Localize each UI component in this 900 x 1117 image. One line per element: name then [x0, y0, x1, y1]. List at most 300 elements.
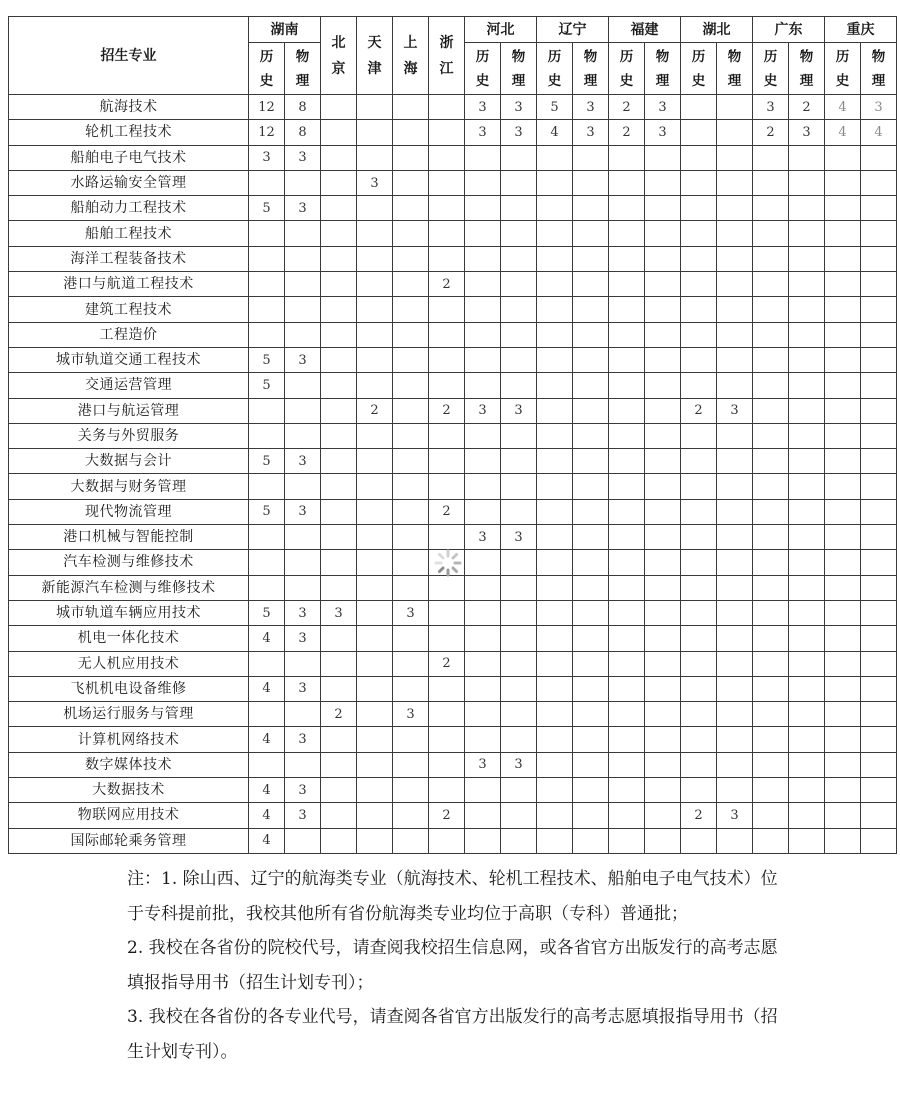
quota-cell	[249, 398, 285, 423]
quota-cell	[321, 778, 357, 803]
quota-cell	[429, 702, 465, 727]
major-name-cell: 船舶工程技术	[9, 221, 249, 246]
quota-cell	[573, 196, 609, 221]
quota-cell	[609, 297, 645, 322]
quota-cell	[573, 803, 609, 828]
quota-cell	[825, 828, 861, 853]
quota-cell	[825, 752, 861, 777]
quota-cell	[357, 550, 393, 575]
province-header: 河北	[465, 17, 537, 43]
quota-cell	[321, 727, 357, 752]
quota-cell	[357, 626, 393, 651]
quota-cell	[861, 297, 897, 322]
quota-cell	[645, 373, 681, 398]
major-name-cell: 数字媒体技术	[9, 752, 249, 777]
quota-cell	[465, 778, 501, 803]
quota-cell	[609, 423, 645, 448]
quota-cell	[321, 651, 357, 676]
quota-cell	[357, 778, 393, 803]
quota-cell	[861, 449, 897, 474]
quota-cell	[681, 600, 717, 625]
quota-cell	[321, 272, 357, 297]
quota-cell	[573, 499, 609, 524]
quota-cell	[681, 423, 717, 448]
quota-cell	[285, 702, 321, 727]
table-row	[9, 170, 897, 195]
quota-cell	[717, 626, 753, 651]
quota-cell	[825, 626, 861, 651]
quota-cell: 3	[285, 347, 321, 372]
quota-cell	[645, 449, 681, 474]
quota-cell: 2	[321, 702, 357, 727]
quota-cell	[357, 828, 393, 853]
table-row	[9, 676, 897, 701]
quota-cell	[789, 170, 825, 195]
quota-cell	[393, 322, 429, 347]
quota-cell	[393, 474, 429, 499]
quota-cell	[321, 95, 357, 120]
quota-cell	[501, 600, 537, 625]
quota-cell	[861, 676, 897, 701]
quota-cell	[249, 170, 285, 195]
quota-cell	[645, 145, 681, 170]
quota-cell	[357, 196, 393, 221]
quota-cell	[429, 676, 465, 701]
quota-cell	[681, 676, 717, 701]
quota-cell	[465, 727, 501, 752]
quota-cell	[573, 449, 609, 474]
quota-cell: 4	[825, 120, 861, 145]
subject-history-header: 历 史	[825, 43, 861, 95]
quota-cell	[501, 828, 537, 853]
quota-cell	[321, 474, 357, 499]
quota-cell	[861, 550, 897, 575]
table-row	[9, 778, 897, 803]
major-name-cell: 水路运输安全管理	[9, 170, 249, 195]
quota-cell	[501, 676, 537, 701]
quota-cell	[681, 550, 717, 575]
quota-cell	[357, 474, 393, 499]
quota-cell	[753, 525, 789, 550]
province-header: 湖南	[249, 17, 321, 43]
quota-cell	[573, 600, 609, 625]
table-row	[9, 95, 897, 120]
quota-cell	[465, 702, 501, 727]
quota-cell	[717, 373, 753, 398]
quota-cell	[321, 373, 357, 398]
quota-cell	[609, 727, 645, 752]
quota-cell	[753, 246, 789, 271]
quota-cell	[681, 297, 717, 322]
quota-cell	[537, 550, 573, 575]
quota-cell	[681, 752, 717, 777]
quota-cell	[789, 145, 825, 170]
quota-cell	[753, 600, 789, 625]
quota-cell	[753, 272, 789, 297]
province-header: 湖北	[681, 17, 753, 43]
quota-cell	[465, 676, 501, 701]
major-name-cell: 港口机械与智能控制	[9, 525, 249, 550]
quota-cell	[357, 423, 393, 448]
quota-cell	[753, 373, 789, 398]
quota-cell	[321, 676, 357, 701]
table-row	[9, 575, 897, 600]
quota-cell	[789, 272, 825, 297]
quota-cell	[429, 120, 465, 145]
quota-cell	[249, 221, 285, 246]
quota-cell: 2	[429, 651, 465, 676]
quota-cell: 2	[429, 272, 465, 297]
quota-cell	[321, 550, 357, 575]
quota-cell	[825, 575, 861, 600]
quota-cell	[393, 398, 429, 423]
quota-cell: 2	[429, 499, 465, 524]
quota-cell	[861, 752, 897, 777]
quota-cell	[285, 752, 321, 777]
quota-cell: 2	[429, 398, 465, 423]
quota-cell	[717, 272, 753, 297]
quota-cell	[681, 702, 717, 727]
quota-cell	[645, 170, 681, 195]
quota-cell	[249, 297, 285, 322]
major-name-cell: 大数据与会计	[9, 449, 249, 474]
quota-cell	[609, 702, 645, 727]
quota-cell	[573, 145, 609, 170]
quota-cell	[537, 651, 573, 676]
quota-cell	[753, 575, 789, 600]
quota-cell	[465, 423, 501, 448]
quota-cell	[573, 221, 609, 246]
quota-cell	[825, 322, 861, 347]
quota-cell	[753, 626, 789, 651]
quota-cell: 4	[249, 803, 285, 828]
quota-cell	[285, 828, 321, 853]
quota-cell	[717, 196, 753, 221]
quota-cell: 5	[249, 373, 285, 398]
quota-cell	[465, 322, 501, 347]
quota-cell	[861, 525, 897, 550]
quota-cell	[249, 272, 285, 297]
quota-cell	[537, 752, 573, 777]
quota-cell	[753, 196, 789, 221]
quota-cell	[357, 676, 393, 701]
quota-cell	[357, 499, 393, 524]
quota-cell	[321, 575, 357, 600]
quota-cell	[609, 474, 645, 499]
quota-cell	[825, 145, 861, 170]
subject-history-header: 历 史	[537, 43, 573, 95]
quota-cell	[429, 828, 465, 853]
quota-cell	[753, 221, 789, 246]
quota-cell	[321, 449, 357, 474]
quota-cell	[825, 702, 861, 727]
quota-cell	[465, 499, 501, 524]
quota-cell: 4	[861, 120, 897, 145]
major-name-cell: 大数据技术	[9, 778, 249, 803]
quota-cell	[537, 373, 573, 398]
quota-cell	[537, 297, 573, 322]
quota-cell: 3	[321, 600, 357, 625]
quota-cell	[465, 297, 501, 322]
quota-cell	[609, 221, 645, 246]
quota-cell	[609, 347, 645, 372]
subject-physics-header: 物 理	[861, 43, 897, 95]
quota-cell	[861, 803, 897, 828]
quota-cell	[501, 221, 537, 246]
quota-cell	[501, 499, 537, 524]
quota-cell	[501, 272, 537, 297]
quota-cell	[609, 550, 645, 575]
quota-cell	[285, 398, 321, 423]
quota-cell	[429, 221, 465, 246]
quota-cell	[429, 170, 465, 195]
quota-cell	[681, 525, 717, 550]
quota-cell: 3	[285, 803, 321, 828]
quota-cell	[753, 778, 789, 803]
quota-cell: 3	[573, 120, 609, 145]
quota-cell: 4	[249, 626, 285, 651]
table-row	[9, 752, 897, 777]
quota-cell	[789, 778, 825, 803]
quota-cell	[789, 727, 825, 752]
quota-cell	[429, 145, 465, 170]
note-paragraph: 2. 我校在各省份的院校代号，请查阅我校招生信息网，或各省官方出版发行的高考志愿填报指导用书（招生计划专刊）；	[127, 938, 778, 993]
quota-cell	[753, 702, 789, 727]
quota-cell	[753, 828, 789, 853]
quota-cell	[717, 221, 753, 246]
quota-cell	[465, 221, 501, 246]
table-row	[9, 525, 897, 550]
quota-cell	[465, 196, 501, 221]
quota-cell	[573, 297, 609, 322]
quota-cell	[645, 626, 681, 651]
quota-cell	[861, 322, 897, 347]
table-row	[9, 297, 897, 322]
quota-cell	[537, 499, 573, 524]
quota-cell	[537, 525, 573, 550]
quota-cell: 5	[249, 347, 285, 372]
quota-cell	[717, 752, 753, 777]
quota-cell	[861, 373, 897, 398]
quota-cell	[321, 221, 357, 246]
quota-cell	[861, 474, 897, 499]
quota-cell	[861, 778, 897, 803]
quota-cell	[537, 828, 573, 853]
quota-cell	[753, 651, 789, 676]
quota-cell	[537, 449, 573, 474]
quota-cell	[321, 398, 357, 423]
quota-cell	[609, 803, 645, 828]
quota-cell	[609, 778, 645, 803]
quota-cell	[681, 246, 717, 271]
quota-cell	[393, 828, 429, 853]
quota-cell	[357, 525, 393, 550]
major-name-cell: 船舶动力工程技术	[9, 196, 249, 221]
quota-cell	[357, 95, 393, 120]
quota-cell	[645, 702, 681, 727]
quota-cell: 3	[285, 778, 321, 803]
quota-cell	[717, 676, 753, 701]
quota-cell	[321, 145, 357, 170]
quota-cell	[645, 221, 681, 246]
quota-cell	[357, 322, 393, 347]
quota-cell: 5	[249, 600, 285, 625]
quota-cell	[537, 246, 573, 271]
quota-cell	[681, 373, 717, 398]
quota-cell	[825, 600, 861, 625]
quota-cell	[717, 246, 753, 271]
subject-physics-header: 物 理	[573, 43, 609, 95]
quota-cell	[321, 170, 357, 195]
quota-cell	[285, 221, 321, 246]
quota-cell: 4	[249, 676, 285, 701]
quota-cell	[717, 120, 753, 145]
quota-cell: 3	[465, 752, 501, 777]
quota-cell	[681, 221, 717, 246]
quota-cell	[753, 322, 789, 347]
quota-cell	[249, 474, 285, 499]
quota-cell	[357, 120, 393, 145]
quota-cell	[609, 600, 645, 625]
quota-cell	[645, 525, 681, 550]
quota-cell	[573, 727, 609, 752]
quota-cell: 3	[465, 398, 501, 423]
quota-cell: 4	[249, 727, 285, 752]
quota-cell	[357, 373, 393, 398]
quota-cell	[429, 778, 465, 803]
subject-physics-header: 物 理	[501, 43, 537, 95]
quota-cell	[393, 727, 429, 752]
quota-cell	[789, 828, 825, 853]
major-name-cell: 海洋工程装备技术	[9, 246, 249, 271]
quota-cell	[681, 778, 717, 803]
table-row	[9, 120, 897, 145]
quota-cell	[573, 575, 609, 600]
quota-cell	[861, 246, 897, 271]
quota-cell: 3	[465, 120, 501, 145]
quota-cell	[321, 626, 357, 651]
quota-cell	[465, 651, 501, 676]
major-name-cell: 关务与外贸服务	[9, 423, 249, 448]
quota-cell	[609, 373, 645, 398]
quota-cell	[321, 246, 357, 271]
quota-cell	[393, 803, 429, 828]
quota-cell	[429, 347, 465, 372]
quota-cell	[429, 727, 465, 752]
major-name-cell: 大数据与财务管理	[9, 474, 249, 499]
quota-cell: 3	[501, 120, 537, 145]
quota-cell	[465, 550, 501, 575]
quota-cell	[573, 550, 609, 575]
quota-cell	[825, 272, 861, 297]
quota-cell	[861, 145, 897, 170]
quota-cell	[861, 221, 897, 246]
quota-cell: 5	[249, 196, 285, 221]
quota-cell	[645, 322, 681, 347]
quota-cell	[645, 752, 681, 777]
quota-cell	[537, 398, 573, 423]
quota-cell	[645, 474, 681, 499]
quota-cell	[681, 170, 717, 195]
table-row	[9, 499, 897, 524]
quota-cell	[285, 246, 321, 271]
quota-cell	[429, 575, 465, 600]
quota-cell	[249, 651, 285, 676]
quota-cell	[645, 651, 681, 676]
quota-cell: 2	[357, 398, 393, 423]
quota-cell	[393, 297, 429, 322]
quota-cell	[501, 170, 537, 195]
subject-history-header: 历 史	[681, 43, 717, 95]
quota-cell	[393, 499, 429, 524]
quota-cell: 5	[537, 95, 573, 120]
quota-cell: 3	[285, 676, 321, 701]
quota-cell	[825, 499, 861, 524]
quota-cell	[321, 196, 357, 221]
quota-cell	[249, 246, 285, 271]
quota-cell	[573, 752, 609, 777]
quota-cell	[573, 272, 609, 297]
quota-cell: 3	[393, 702, 429, 727]
quota-cell	[681, 727, 717, 752]
subject-history-header: 历 史	[609, 43, 645, 95]
quota-cell	[249, 550, 285, 575]
quota-cell	[861, 196, 897, 221]
quota-cell: 3	[285, 145, 321, 170]
quota-cell	[861, 575, 897, 600]
quota-cell	[753, 347, 789, 372]
quota-cell	[249, 752, 285, 777]
quota-cell	[465, 246, 501, 271]
quota-cell	[285, 423, 321, 448]
quota-cell	[393, 423, 429, 448]
quota-cell	[501, 373, 537, 398]
quota-cell	[645, 600, 681, 625]
quota-cell: 3	[249, 145, 285, 170]
table-row	[9, 626, 897, 651]
quota-cell	[681, 272, 717, 297]
table-row	[9, 145, 897, 170]
quota-cell	[789, 297, 825, 322]
province-header: 上 海	[393, 17, 429, 95]
subject-history-header: 历 史	[249, 43, 285, 95]
quota-cell	[609, 145, 645, 170]
quota-cell	[573, 651, 609, 676]
quota-cell	[717, 322, 753, 347]
major-name-cell: 物联网应用技术	[9, 803, 249, 828]
major-name-cell: 现代物流管理	[9, 499, 249, 524]
quota-cell	[789, 196, 825, 221]
quota-cell	[357, 752, 393, 777]
quota-cell: 2	[681, 803, 717, 828]
quota-cell	[753, 752, 789, 777]
quota-cell	[789, 651, 825, 676]
quota-cell: 2	[609, 95, 645, 120]
quota-cell	[321, 347, 357, 372]
quota-cell	[789, 600, 825, 625]
major-name-cell: 飞机机电设备维修	[9, 676, 249, 701]
quota-cell	[285, 575, 321, 600]
quota-cell	[393, 145, 429, 170]
quota-cell: 8	[285, 120, 321, 145]
quota-cell	[825, 246, 861, 271]
subject-physics-header: 物 理	[645, 43, 681, 95]
quota-cell	[285, 651, 321, 676]
quota-cell	[501, 803, 537, 828]
quota-cell	[357, 297, 393, 322]
quota-cell	[861, 170, 897, 195]
quota-cell	[789, 626, 825, 651]
